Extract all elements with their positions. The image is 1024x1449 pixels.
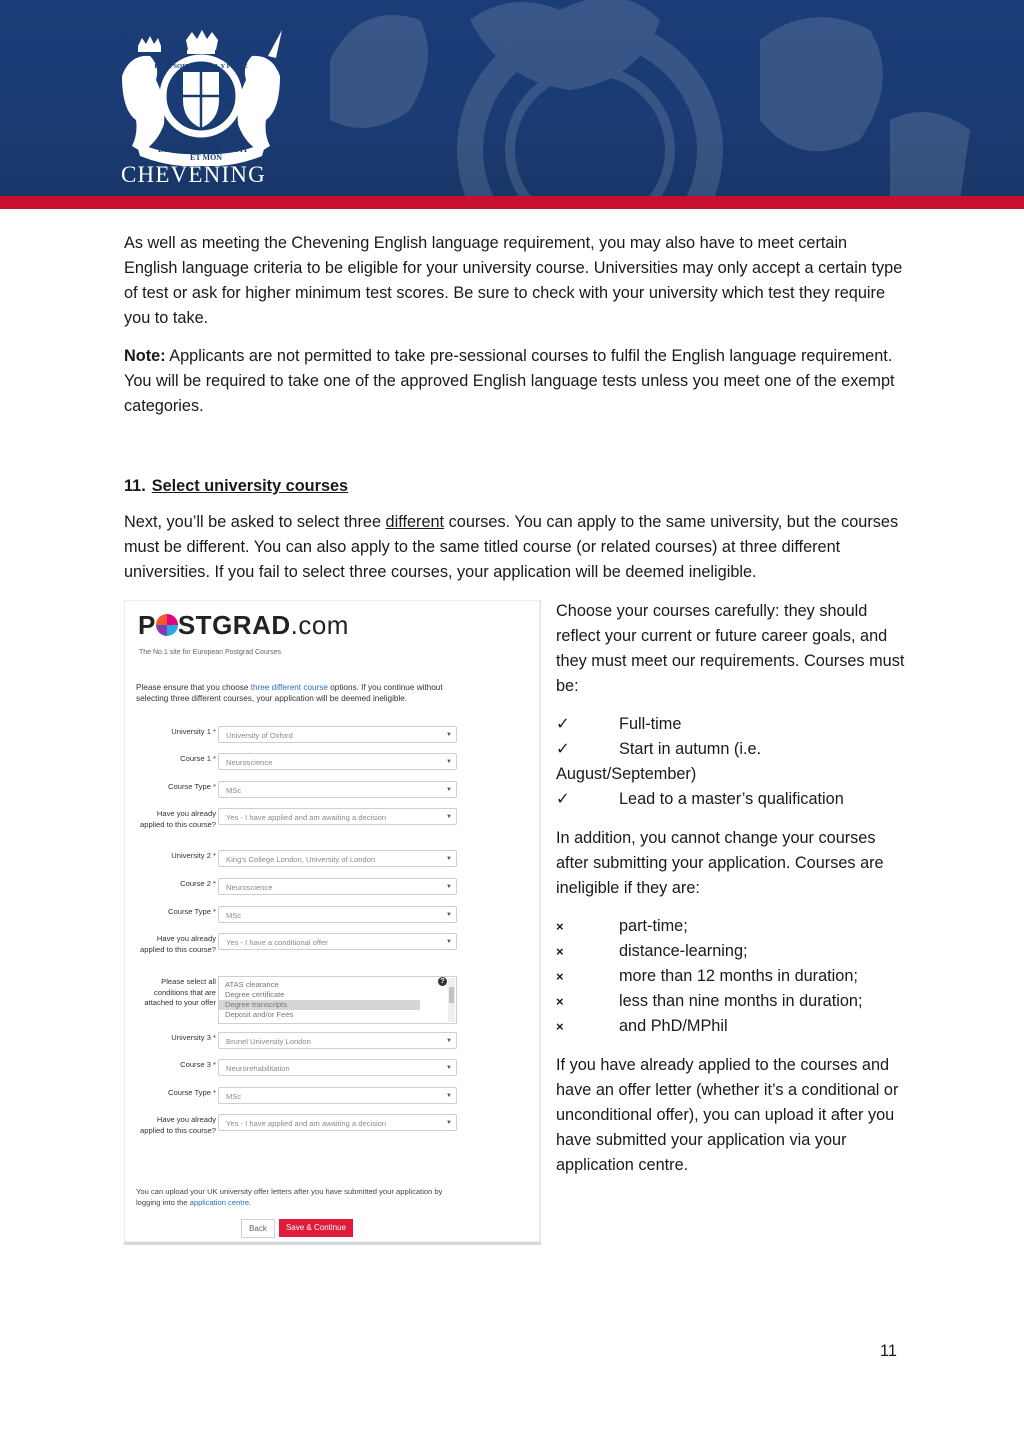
intro-text-start: Next, you’ll be asked to select three <box>124 513 386 531</box>
select-value: Brunel University London <box>226 1037 311 1046</box>
application-centre-link[interactable]: application centre <box>189 1198 250 1207</box>
list-item-text: Full-time <box>619 715 682 733</box>
select-value: MSc <box>226 786 242 795</box>
field-label: Have you already applied to this course? <box>140 934 216 954</box>
postgrad-logo <box>138 610 349 641</box>
back-button[interactable]: Back <box>241 1219 275 1238</box>
list-item <box>556 737 906 762</box>
select-value: Yes - I have applied and am awaiting a decision <box>226 1119 387 1128</box>
cross-icon: × <box>556 1019 564 1034</box>
royal-coat-of-arms-logo <box>118 26 284 166</box>
applied-status-2-select[interactable] <box>218 933 457 950</box>
note-label: Note: <box>124 347 166 365</box>
select-value: King's College London, University of London <box>226 855 376 864</box>
motto-left-text: DIEU <box>158 145 179 154</box>
listbox-option[interactable]: ATAS clearance <box>225 980 279 989</box>
list-item-text: part-time; <box>619 917 688 935</box>
ineligible-intro: In addition, you cannot change your courses after submitting your application. Courses are ineligible if they are: <box>556 829 884 897</box>
instructions-link[interactable]: three different course <box>250 683 328 692</box>
cross-icon: × <box>556 994 564 1009</box>
intro-text-end: courses. You can apply to the same university, but the courses must be different. You can also apply to the same titled course (or related courses) at three different universities. If you fail to select three courses, your application will be deemed ineligible. <box>124 513 899 581</box>
globe-icon <box>156 614 178 636</box>
select-value: Neuroscience <box>226 883 273 892</box>
applied-status-3-select[interactable] <box>218 1114 457 1131</box>
dropdown-arrow-icon: ▼ <box>446 1093 452 1099</box>
offer-conditions-listbox[interactable] <box>218 976 457 1024</box>
list-item-continuation <box>556 762 906 787</box>
cross-icon: × <box>556 944 564 959</box>
upload-note <box>136 1186 456 1208</box>
select-value: MSc <box>226 1092 242 1101</box>
select-value: Yes - I have applied and am awaiting a decision <box>226 813 387 822</box>
checkmark-icon: ✓ <box>556 790 570 808</box>
field-label: Have you already applied to this course? <box>140 809 216 829</box>
field-label: Course Type * <box>168 907 216 916</box>
course-1-select[interactable] <box>218 753 457 770</box>
course-type-1-select[interactable] <box>218 781 457 798</box>
note-paragraph <box>124 344 904 419</box>
list-item <box>556 1014 906 1039</box>
select-value: Neurorehabilitation <box>226 1064 290 1073</box>
dropdown-arrow-icon: ▼ <box>446 732 452 738</box>
field-label: Course 3 * <box>180 1060 216 1069</box>
instructions-end: options. If you continue without selecting three different courses, your application will be deemed ineligible. <box>136 683 443 703</box>
field-label: University 1 * <box>171 727 216 736</box>
motto-right-text: DROIT <box>222 145 249 154</box>
field-label: Course Type * <box>168 782 216 791</box>
field-label: Course 1 * <box>180 754 216 763</box>
cross-icon: × <box>556 969 564 984</box>
save-continue-button[interactable]: Save & Continue <box>279 1219 353 1237</box>
select-value: University of Oxford <box>226 731 293 740</box>
field-label: University 2 * <box>171 851 216 860</box>
form-instructions <box>136 682 446 704</box>
header-red-stripe <box>0 196 1024 209</box>
upload-note-end: . <box>249 1198 252 1207</box>
list-item-text: August/September) <box>556 765 697 783</box>
list-item <box>556 939 906 964</box>
brand-wordmark: CHEVENING <box>121 162 266 187</box>
course-selection-screenshot <box>124 600 541 1245</box>
offer-letter-paragraph: If you have already applied to the courses and have an offer letter (whether it’s a conditional or unconditional offer), you can upload it after you have submitted your application via your application centre. <box>556 1056 899 1174</box>
checkmark-icon: ✓ <box>556 740 570 758</box>
section-heading <box>124 474 348 499</box>
list-item <box>556 712 906 737</box>
select-value: Neuroscience <box>226 758 273 767</box>
select-value: MSc <box>226 911 242 920</box>
dropdown-arrow-icon: ▼ <box>446 856 452 862</box>
header-banner <box>0 0 1024 196</box>
ineligible-list <box>556 914 906 1039</box>
list-item-text: more than 12 months in duration; <box>619 967 858 985</box>
list-item <box>556 989 906 1014</box>
field-label: Have you already applied to this course? <box>140 1115 216 1135</box>
university-2-select[interactable] <box>218 850 457 867</box>
field-label: Course Type * <box>168 1088 216 1097</box>
dropdown-arrow-icon: ▼ <box>446 1065 452 1071</box>
dropdown-arrow-icon: ▼ <box>446 814 452 820</box>
applied-status-1-select[interactable] <box>218 808 457 825</box>
field-label: University 3 * <box>171 1033 216 1042</box>
listbox-option[interactable]: Degree certificate <box>225 990 285 999</box>
section-number: 11. <box>124 477 146 495</box>
note-text: Applicants are not permitted to take pre-sessional courses to fulfil the English language requirement. You will be required to take one of the approved English language tests unless you meet one of the exempt categories. <box>124 347 895 415</box>
list-item <box>556 964 906 989</box>
listbox-scrollbar[interactable] <box>448 978 455 1022</box>
university-3-select[interactable] <box>218 1032 457 1049</box>
course-type-3-select[interactable] <box>218 1087 457 1104</box>
select-courses-intro <box>124 510 904 585</box>
course-requirements-intro: Choose your courses carefully: they should reflect your current or future career goals, and they must meet our requirements. Courses must be: <box>556 602 905 695</box>
listbox-option-selected[interactable]: Degree transcripts <box>219 1000 420 1010</box>
list-item-text: distance-learning; <box>619 942 748 960</box>
section-title: Select university courses <box>151 477 349 495</box>
intro-emphasis: different <box>385 513 445 531</box>
list-item-text: and PhD/MPhil <box>619 1017 728 1035</box>
scrollbar-thumb[interactable] <box>449 987 454 1003</box>
checkmark-icon: ✓ <box>556 715 570 733</box>
motto-center-text: ET MON <box>190 153 223 162</box>
logo-letter: P <box>138 610 156 640</box>
listbox-option[interactable]: Deposit and/or Fees <box>225 1010 294 1019</box>
field-label: Please select all conditions that are attached to your offer <box>144 977 216 1007</box>
logo-text: STGRAD <box>177 610 291 640</box>
dropdown-arrow-icon: ▼ <box>446 759 452 765</box>
course-3-select[interactable] <box>218 1059 457 1076</box>
page-number: 11 <box>880 1342 897 1360</box>
course-2-select[interactable] <box>218 878 457 895</box>
must-be-list <box>556 712 906 812</box>
select-value: Yes - I have a conditional offer <box>226 938 328 947</box>
dropdown-arrow-icon: ▼ <box>446 787 452 793</box>
list-item-text: less than nine months in duration; <box>619 992 863 1010</box>
course-type-2-select[interactable] <box>218 906 457 923</box>
info-icon[interactable]: ? <box>438 977 447 986</box>
instructions-start: Please ensure that you choose <box>136 683 251 692</box>
list-item-text: Lead to a master’s qualification <box>619 790 844 808</box>
upload-note-text: You can upload your UK university offer letters after you have submitted your application by logging into the <box>136 1187 443 1207</box>
list-item <box>556 787 906 812</box>
dropdown-arrow-icon: ▼ <box>446 912 452 918</box>
english-criteria-paragraph: As well as meeting the Chevening English language requirement, you may also have to meet certain English language criteria to be eligible for your university course. Universities may only accept a certain type of test or ask for higher minimum test scores. Be sure to check with your university which test they require you to take. <box>124 234 903 327</box>
postgrad-tagline: The No.1 site for European Postgrad Courses <box>139 649 282 656</box>
list-item-text: Start in autumn (i.e. <box>619 740 762 758</box>
dropdown-arrow-icon: ▼ <box>446 1038 452 1044</box>
logo-suffix: .com <box>290 610 349 640</box>
dropdown-arrow-icon: ▼ <box>446 884 452 890</box>
cross-icon: × <box>556 919 564 934</box>
dropdown-arrow-icon: ▼ <box>446 1120 452 1126</box>
university-1-select[interactable] <box>218 726 457 743</box>
dropdown-arrow-icon: ▼ <box>446 939 452 945</box>
garter-motto-text: HONI SOIT QUI MAL Y PENSE <box>154 63 248 70</box>
list-item <box>556 914 906 939</box>
field-label: Course 2 * <box>180 879 216 888</box>
